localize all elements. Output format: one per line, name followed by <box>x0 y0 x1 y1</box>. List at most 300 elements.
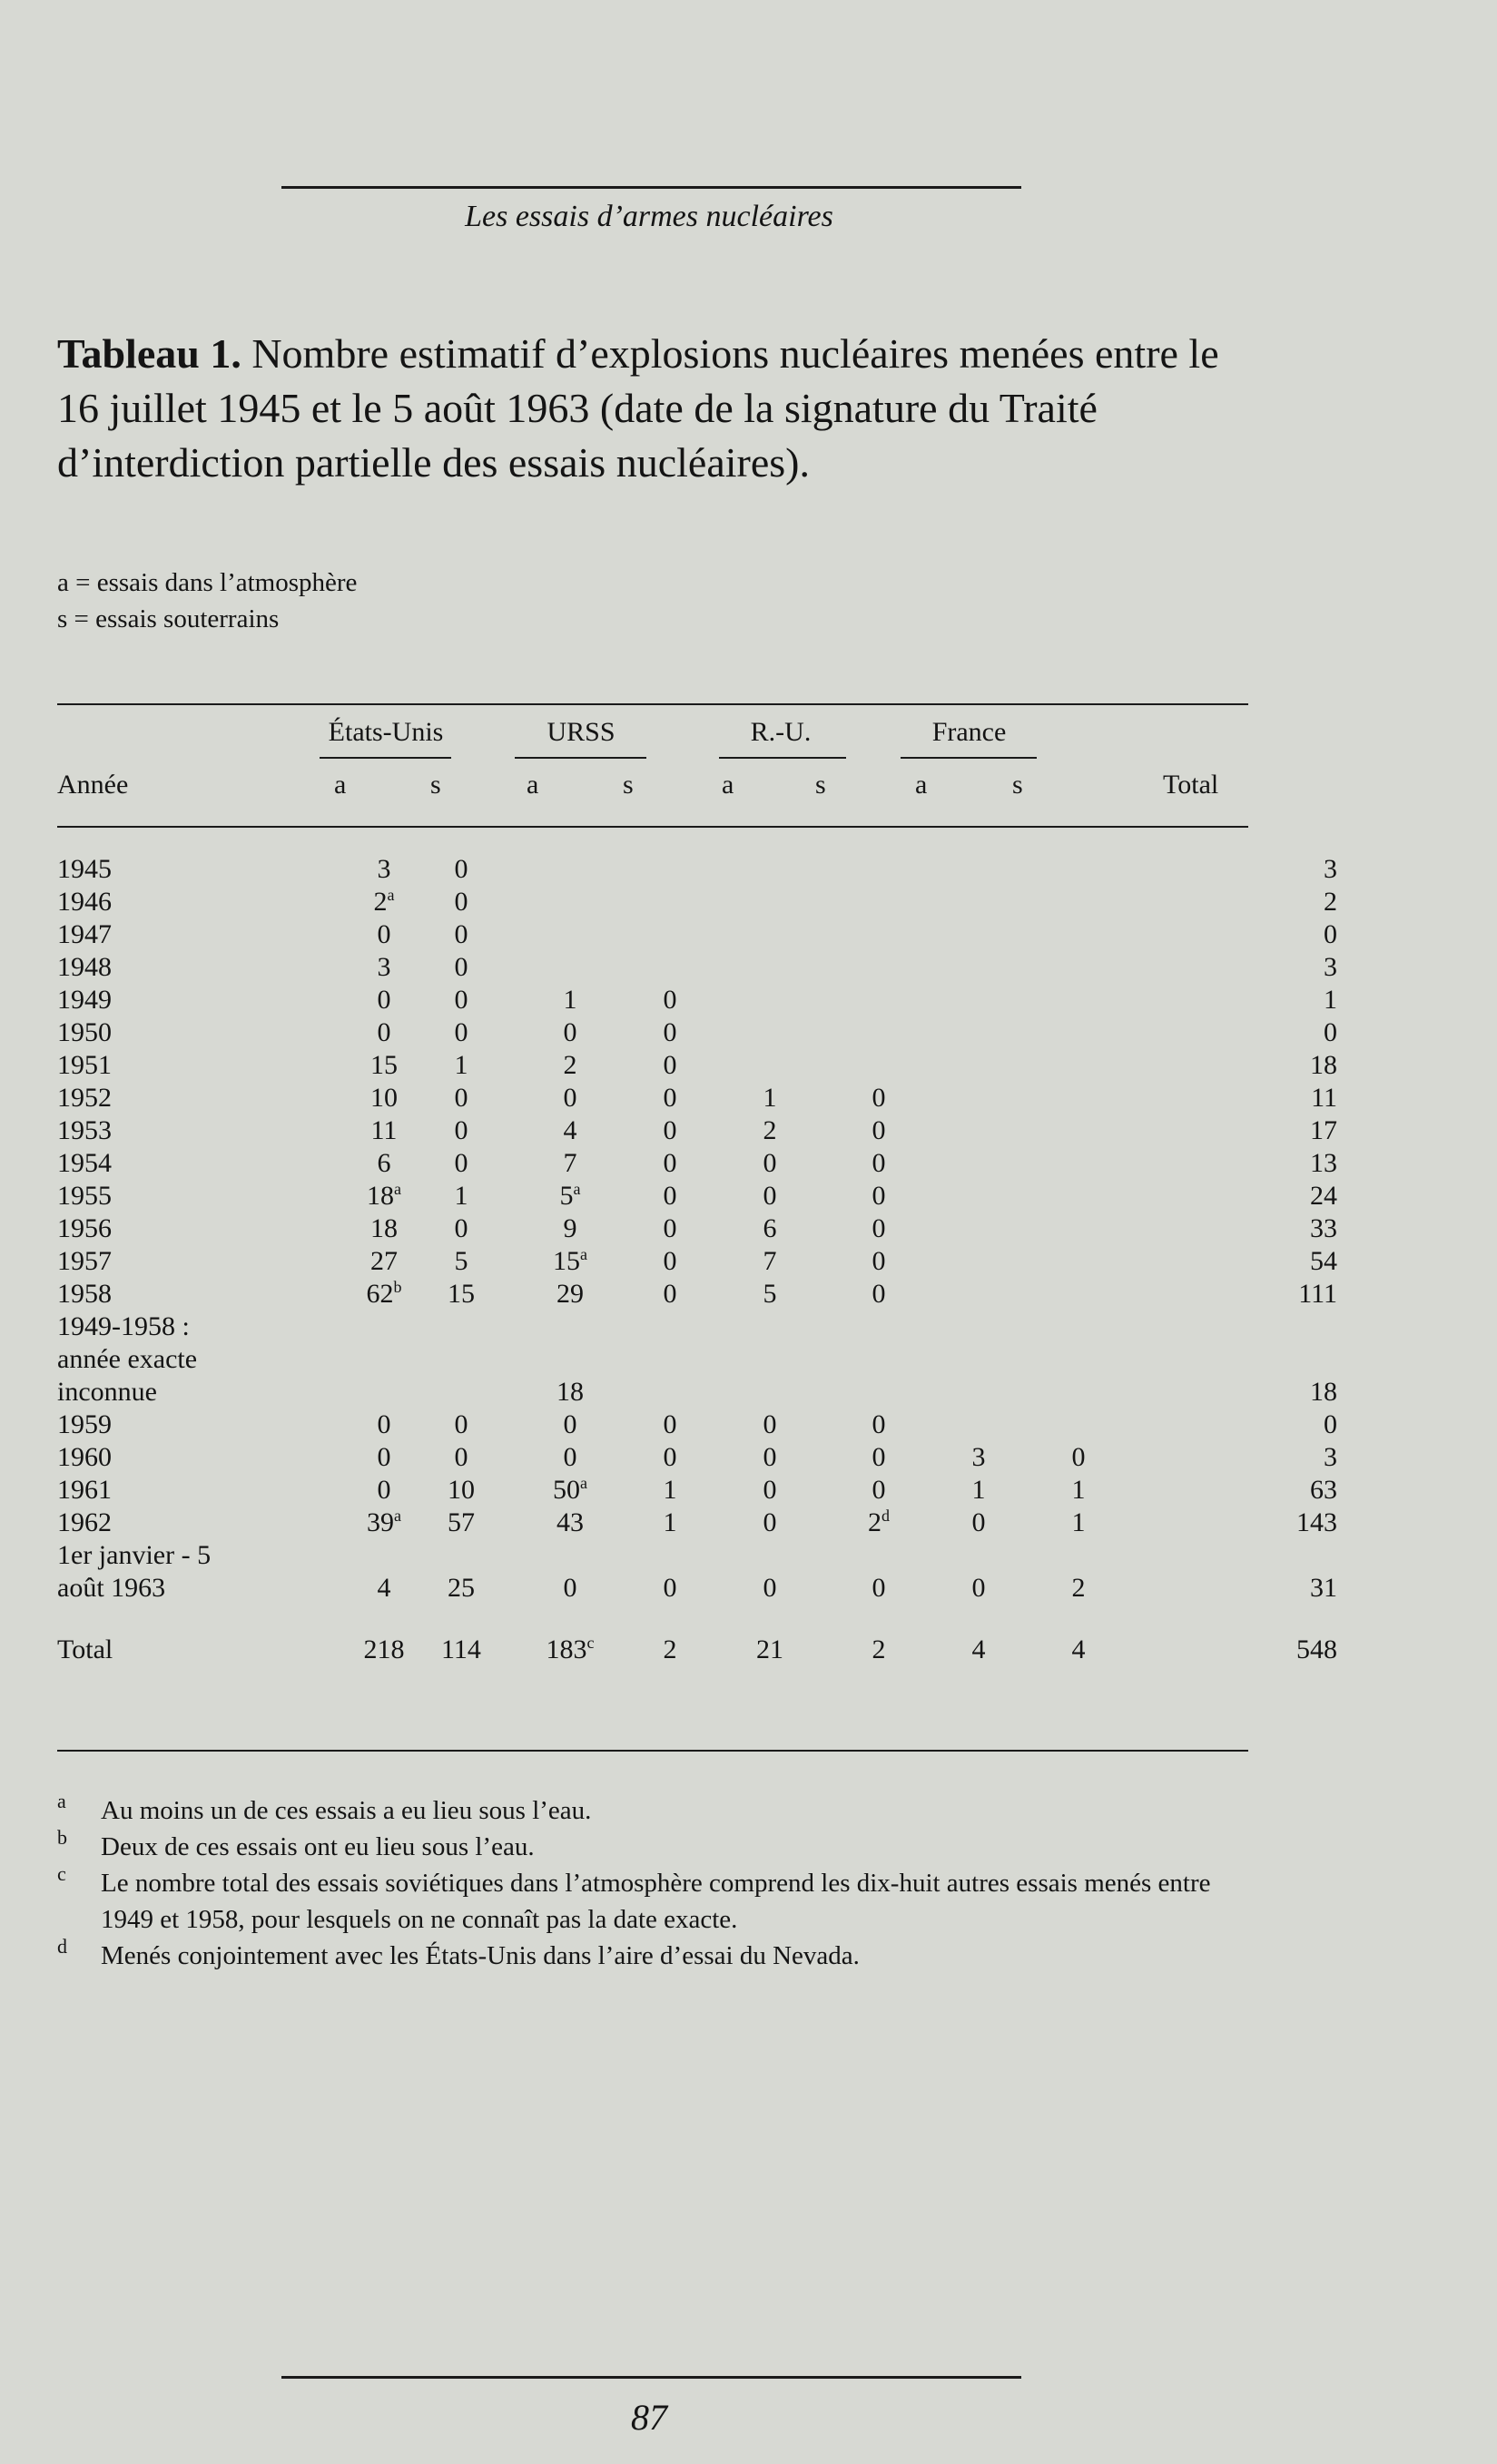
value-cell <box>838 1539 920 1572</box>
table-caption: Nombre estimatif d’explosions nucléaires menées entre le 16 juillet 1945 et le 5 août 1963 (date de la signature du Traité d’interdiction partielle des essais nucléaires). <box>57 330 1219 486</box>
value-cell: 10 <box>448 1475 475 1505</box>
value-cell <box>1038 1212 1119 1245</box>
total-cell <box>1119 1343 1337 1376</box>
value-cell <box>1038 1245 1119 1278</box>
year-cell: 1954 <box>57 1148 112 1178</box>
table-row <box>57 1180 1337 1212</box>
footnote-marker: b <box>393 1278 402 1296</box>
value-cell: 0 <box>872 1442 886 1472</box>
country-urss: URSS <box>547 717 616 747</box>
value-cell: 0 <box>663 1442 677 1472</box>
value-cell <box>702 1539 838 1572</box>
value-cell: 6 <box>763 1213 777 1243</box>
table-row <box>57 1474 1337 1507</box>
footnote-marker: d <box>881 1507 890 1525</box>
value-cell: 2$^d$ <box>868 1507 890 1537</box>
total-cell: 1 <box>1324 985 1337 1015</box>
value-cell: 0 <box>872 1279 886 1309</box>
footnote: c Le nombre total des essais soviétiques dans l’atmosphère comprend les dix-huit autres essais menés entre 1949 et 1958, pour lesquels on ne connaît pas la date exacte. <box>57 1862 1211 1934</box>
footnotes <box>57 1792 1265 1974</box>
value-cell: 11 <box>370 1115 398 1145</box>
total-cell: 17 <box>1310 1115 1337 1145</box>
value-cell <box>638 951 702 984</box>
country-usa-underline <box>320 757 451 759</box>
total-cell <box>1119 1539 1337 1572</box>
value-cell: 15 <box>448 1279 475 1309</box>
table-row <box>57 1049 1337 1082</box>
table-title <box>57 327 1265 490</box>
value-cell: 9 <box>563 1213 577 1243</box>
value-cell: 0 <box>663 1279 677 1309</box>
value-cell: 15$^a$ <box>553 1245 587 1276</box>
value-cell: 3 <box>971 1442 986 1472</box>
value-cell <box>838 1016 920 1049</box>
value-cell <box>502 951 638 984</box>
fr-s-header: s <box>1012 770 1023 800</box>
total-cell: 54 <box>1310 1246 1337 1276</box>
value-cell <box>920 1311 1038 1343</box>
value-cell: 2 <box>663 1634 677 1664</box>
value-cell: 4 <box>1071 1634 1086 1664</box>
value-cell: 0 <box>872 1213 886 1243</box>
data-table <box>57 853 1337 1666</box>
value-cell: 0 <box>763 1573 777 1603</box>
value-cell <box>1038 1082 1119 1114</box>
country-ru: R.-U. <box>750 717 812 747</box>
value-cell <box>838 1343 920 1376</box>
table-row <box>57 1016 1337 1049</box>
value-cell <box>838 918 920 951</box>
value-cell: 0 <box>663 985 677 1015</box>
footnote-marker: c <box>586 1634 595 1652</box>
total-cell: 0 <box>1324 1409 1337 1439</box>
table-bottom-rule <box>57 1750 1248 1752</box>
year-cell: 1962 <box>57 1507 112 1537</box>
value-cell: 27 <box>370 1246 398 1276</box>
value-cell: 4 <box>377 1573 391 1603</box>
value-cell: 1 <box>563 985 577 1015</box>
value-cell: 0 <box>454 1213 468 1243</box>
value-cell <box>920 1343 1038 1376</box>
usa-a-header: a <box>334 770 347 800</box>
year-cell: 1946 <box>57 887 112 917</box>
value-cell: 0 <box>872 1148 886 1178</box>
country-usa: États-Unis <box>328 717 444 747</box>
value-cell: 0 <box>377 985 391 1015</box>
value-cell: 0 <box>454 854 468 884</box>
total-cell: 18 <box>1310 1050 1337 1080</box>
table-header-rule <box>57 826 1248 828</box>
year-header: Année <box>57 770 129 800</box>
value-cell <box>838 951 920 984</box>
value-cell <box>702 1311 838 1343</box>
legend <box>57 564 357 637</box>
year-cell: 1960 <box>57 1442 112 1472</box>
value-cell <box>1038 918 1119 951</box>
value-cell <box>920 984 1038 1016</box>
table-label: Tableau 1. <box>57 330 241 377</box>
year-cell: inconnue <box>57 1377 157 1407</box>
running-header: Les essais d’armes nucléaires <box>465 200 833 233</box>
value-cell: 39$^a$ <box>367 1507 401 1537</box>
value-cell <box>920 1409 1038 1441</box>
table-row <box>57 1409 1337 1441</box>
value-cell: 0 <box>663 1409 677 1439</box>
table-row <box>57 984 1337 1016</box>
table-row <box>57 1147 1337 1180</box>
value-cell <box>920 1376 1038 1409</box>
value-cell: 0 <box>563 1409 577 1439</box>
total-cell: 143 <box>1296 1507 1337 1537</box>
year-cell: 1er janvier - 5 <box>57 1540 212 1570</box>
value-cell <box>920 1212 1038 1245</box>
value-cell <box>348 1539 420 1572</box>
value-cell: 0 <box>872 1573 886 1603</box>
value-cell <box>920 951 1038 984</box>
country-france: France <box>931 717 1007 747</box>
value-cell: 0 <box>872 1409 886 1439</box>
total-cell: 0 <box>1324 1017 1337 1047</box>
total-cell: 3 <box>1324 952 1337 982</box>
value-cell: 0 <box>454 1017 468 1047</box>
value-cell: 0 <box>872 1083 886 1113</box>
value-cell: 0 <box>872 1246 886 1276</box>
value-cell: 0 <box>454 952 468 982</box>
value-cell <box>1038 1539 1119 1572</box>
value-cell: 0 <box>971 1507 986 1537</box>
value-cell: 2 <box>563 1050 577 1080</box>
value-cell <box>1038 1311 1119 1343</box>
year-cell: 1949-1958 : <box>57 1311 190 1341</box>
value-cell <box>838 984 920 1016</box>
value-cell <box>920 1245 1038 1278</box>
table-row <box>57 1114 1337 1147</box>
value-cell: 2 <box>763 1115 777 1145</box>
country-urss-underline <box>515 757 646 759</box>
value-cell: 0 <box>663 1083 677 1113</box>
value-cell: 0 <box>454 985 468 1015</box>
value-cell: 0 <box>563 1017 577 1047</box>
value-cell: 1 <box>663 1475 677 1505</box>
value-cell <box>920 918 1038 951</box>
value-cell <box>920 886 1038 918</box>
value-cell <box>920 1147 1038 1180</box>
value-cell: 0 <box>971 1573 986 1603</box>
value-cell <box>702 1016 838 1049</box>
table-row <box>57 1539 1337 1572</box>
value-cell <box>502 886 638 918</box>
value-cell: 4 <box>563 1115 577 1145</box>
value-cell <box>920 853 1038 886</box>
value-cell: 4 <box>971 1634 986 1664</box>
year-cell: 1956 <box>57 1213 112 1243</box>
value-cell: 0 <box>454 1148 468 1178</box>
value-cell: 0 <box>663 1017 677 1047</box>
total-cell: 3 <box>1324 854 1337 884</box>
footer-rule <box>281 2376 1021 2379</box>
ru-s-header: s <box>815 770 826 800</box>
year-cell: 1959 <box>57 1409 112 1439</box>
total-cell: 11 <box>1311 1083 1337 1113</box>
value-cell: 0 <box>377 1442 391 1472</box>
value-cell <box>1038 1180 1119 1212</box>
value-cell <box>920 1114 1038 1147</box>
value-cell: 0 <box>454 919 468 949</box>
value-cell: 1 <box>1071 1507 1086 1537</box>
value-cell <box>920 1180 1038 1212</box>
value-cell: 62$^b$ <box>366 1278 402 1309</box>
table-row <box>57 1212 1337 1245</box>
year-cell: 1945 <box>57 854 112 884</box>
value-cell: 0 <box>872 1475 886 1505</box>
value-cell: 57 <box>448 1507 475 1537</box>
table-row <box>57 1507 1337 1539</box>
value-cell: 0 <box>377 1017 391 1047</box>
value-cell <box>838 1049 920 1082</box>
value-cell <box>1038 951 1119 984</box>
value-cell <box>638 1376 702 1409</box>
value-cell: 0 <box>454 1409 468 1439</box>
value-cell <box>1038 1376 1119 1409</box>
year-cell: 1949 <box>57 985 112 1015</box>
value-cell: 3 <box>377 854 391 884</box>
value-cell: 25 <box>448 1573 475 1603</box>
value-cell: 0 <box>377 1409 391 1439</box>
total-header: Total <box>1163 770 1219 800</box>
value-cell <box>920 1539 1038 1572</box>
total-row <box>57 1605 1337 1666</box>
value-cell <box>1038 984 1119 1016</box>
footnote: d Menés conjointement avec les États-Unis dans l’aire d’essai du Nevada. <box>57 1935 860 1970</box>
value-cell: 18 <box>370 1213 398 1243</box>
value-cell <box>638 918 702 951</box>
value-cell: 1 <box>663 1507 677 1537</box>
value-cell: 7 <box>763 1246 777 1276</box>
value-cell: 0 <box>663 1573 677 1603</box>
table-row <box>57 918 1337 951</box>
value-cell <box>420 1376 502 1409</box>
total-cell: 18 <box>1310 1377 1337 1407</box>
year-cell: août 1963 <box>57 1573 166 1603</box>
table-row <box>57 1082 1337 1114</box>
year-cell: 1947 <box>57 919 112 949</box>
value-cell: 3 <box>377 952 391 982</box>
value-cell <box>702 984 838 1016</box>
year-cell: Total <box>57 1634 113 1664</box>
year-cell: 1953 <box>57 1115 112 1145</box>
value-cell: 0 <box>563 1573 577 1603</box>
value-cell <box>920 1278 1038 1311</box>
value-cell <box>1038 1016 1119 1049</box>
value-cell: 21 <box>756 1634 783 1664</box>
total-cell: 2 <box>1324 887 1337 917</box>
footnote-marker: a <box>394 1507 401 1525</box>
value-cell: 18$^a$ <box>367 1180 401 1211</box>
table-row <box>57 1245 1337 1278</box>
value-cell: 0 <box>377 919 391 949</box>
value-cell <box>348 1376 420 1409</box>
footnote-marker: a <box>580 1474 587 1492</box>
value-cell: 0 <box>563 1083 577 1113</box>
total-cell: 24 <box>1310 1181 1337 1211</box>
value-cell: 0 <box>663 1246 677 1276</box>
value-cell <box>702 1343 838 1376</box>
usa-s-header: s <box>430 770 441 800</box>
year-cell: 1958 <box>57 1279 112 1309</box>
value-cell <box>1038 1114 1119 1147</box>
page-number: 87 <box>631 2397 667 2438</box>
value-cell <box>502 1343 638 1376</box>
value-cell: 6 <box>377 1148 391 1178</box>
table-row <box>57 951 1337 984</box>
value-cell: 0 <box>763 1475 777 1505</box>
value-cell: 0 <box>454 1115 468 1145</box>
value-cell: 29 <box>556 1279 584 1309</box>
value-cell <box>1038 1147 1119 1180</box>
year-cell: année exacte <box>57 1344 198 1374</box>
value-cell: 0 <box>663 1213 677 1243</box>
value-cell <box>638 853 702 886</box>
value-cell: 0 <box>872 1115 886 1145</box>
table-row <box>57 1376 1337 1409</box>
year-cell: 1948 <box>57 952 112 982</box>
total-cell: 111 <box>1298 1279 1337 1309</box>
fr-a-header: a <box>915 770 928 800</box>
value-cell: 1 <box>763 1083 777 1113</box>
footnote: b Deux de ces essais ont eu lieu sous l’eau. <box>57 1826 535 1861</box>
country-ru-underline <box>719 757 846 759</box>
table-row <box>57 886 1337 918</box>
value-cell <box>838 1311 920 1343</box>
value-cell: 0 <box>377 1475 391 1505</box>
value-cell <box>1038 1278 1119 1311</box>
value-cell: 1 <box>1071 1475 1086 1505</box>
value-cell: 0 <box>1071 1442 1086 1472</box>
value-cell: 0 <box>454 1442 468 1472</box>
value-cell <box>1038 853 1119 886</box>
footnote-marker: a <box>580 1245 587 1263</box>
value-cell <box>502 853 638 886</box>
table-row <box>57 1572 1337 1605</box>
value-cell <box>838 1376 920 1409</box>
value-cell <box>638 1311 702 1343</box>
value-cell <box>420 1539 502 1572</box>
value-cell: 0 <box>763 1181 777 1211</box>
footnote-marker: a <box>387 886 395 904</box>
total-cell: 0 <box>1324 919 1337 949</box>
table-row <box>57 853 1337 886</box>
value-cell: 5 <box>763 1279 777 1309</box>
value-cell <box>838 853 920 886</box>
legend-line-a: a = essais dans l’atmosphère <box>57 568 358 597</box>
value-cell <box>420 1343 502 1376</box>
value-cell: 50$^a$ <box>553 1474 587 1505</box>
value-cell: 0 <box>663 1148 677 1178</box>
total-cell: 3 <box>1324 1442 1337 1472</box>
total-cell: 33 <box>1310 1213 1337 1243</box>
value-cell <box>702 1049 838 1082</box>
value-cell: 0 <box>454 887 468 917</box>
table-row <box>57 1278 1337 1311</box>
total-cell <box>1119 1311 1337 1343</box>
value-cell <box>502 918 638 951</box>
table-row <box>57 1441 1337 1474</box>
value-cell: 0 <box>563 1442 577 1472</box>
value-cell: 7 <box>563 1148 577 1178</box>
value-cell: 5$^a$ <box>559 1180 581 1211</box>
value-cell: 2$^a$ <box>373 886 395 917</box>
value-cell <box>920 1016 1038 1049</box>
value-cell: 0 <box>763 1442 777 1472</box>
country-france-underline <box>901 757 1037 759</box>
legend-line-s: s = essais souterrains <box>57 604 280 633</box>
year-cell: 1955 <box>57 1181 112 1211</box>
value-cell: 0 <box>763 1409 777 1439</box>
value-cell: 43 <box>556 1507 584 1537</box>
value-cell <box>1038 886 1119 918</box>
footnote-marker: a <box>394 1180 401 1198</box>
value-cell: 18 <box>556 1377 584 1407</box>
value-cell <box>838 886 920 918</box>
value-cell: 114 <box>441 1634 481 1664</box>
value-cell <box>1038 1409 1119 1441</box>
value-cell: 0 <box>663 1115 677 1145</box>
footnote: a Au moins un de ces essais a eu lieu sous l’eau. <box>57 1790 592 1825</box>
value-cell: 218 <box>363 1634 405 1664</box>
value-cell: 2 <box>1071 1573 1086 1603</box>
total-cell: 31 <box>1310 1573 1337 1603</box>
value-cell <box>638 1539 702 1572</box>
value-cell: 0 <box>872 1181 886 1211</box>
value-cell <box>920 1049 1038 1082</box>
value-cell <box>1038 1343 1119 1376</box>
total-cell: 63 <box>1310 1475 1337 1505</box>
footnote-marker: a <box>573 1180 581 1198</box>
value-cell: 0 <box>454 1083 468 1113</box>
value-cell <box>420 1311 502 1343</box>
value-cell: 0 <box>663 1181 677 1211</box>
table-top-rule <box>57 703 1248 705</box>
urss-s-header: s <box>623 770 634 800</box>
value-cell: 1 <box>454 1050 468 1080</box>
value-cell: 0 <box>763 1507 777 1537</box>
value-cell <box>638 886 702 918</box>
total-cell: 13 <box>1310 1148 1337 1178</box>
value-cell <box>638 1343 702 1376</box>
table-row <box>57 1311 1337 1343</box>
value-cell <box>502 1311 638 1343</box>
value-cell <box>702 853 838 886</box>
value-cell: 5 <box>454 1246 468 1276</box>
header-top-rule <box>281 186 1021 189</box>
ru-a-header: a <box>722 770 734 800</box>
value-cell: 15 <box>370 1050 398 1080</box>
value-cell: 1 <box>454 1181 468 1211</box>
value-cell: 2 <box>872 1634 886 1664</box>
year-cell: 1950 <box>57 1017 112 1047</box>
value-cell: 183$^c$ <box>546 1634 595 1664</box>
year-cell: 1957 <box>57 1246 112 1276</box>
value-cell: 0 <box>763 1148 777 1178</box>
table-row <box>57 1343 1337 1376</box>
urss-a-header: a <box>527 770 539 800</box>
value-cell <box>702 951 838 984</box>
value-cell <box>702 1376 838 1409</box>
value-cell <box>348 1343 420 1376</box>
value-cell <box>1038 1049 1119 1082</box>
year-cell: 1951 <box>57 1050 112 1080</box>
year-cell: 1961 <box>57 1475 112 1505</box>
